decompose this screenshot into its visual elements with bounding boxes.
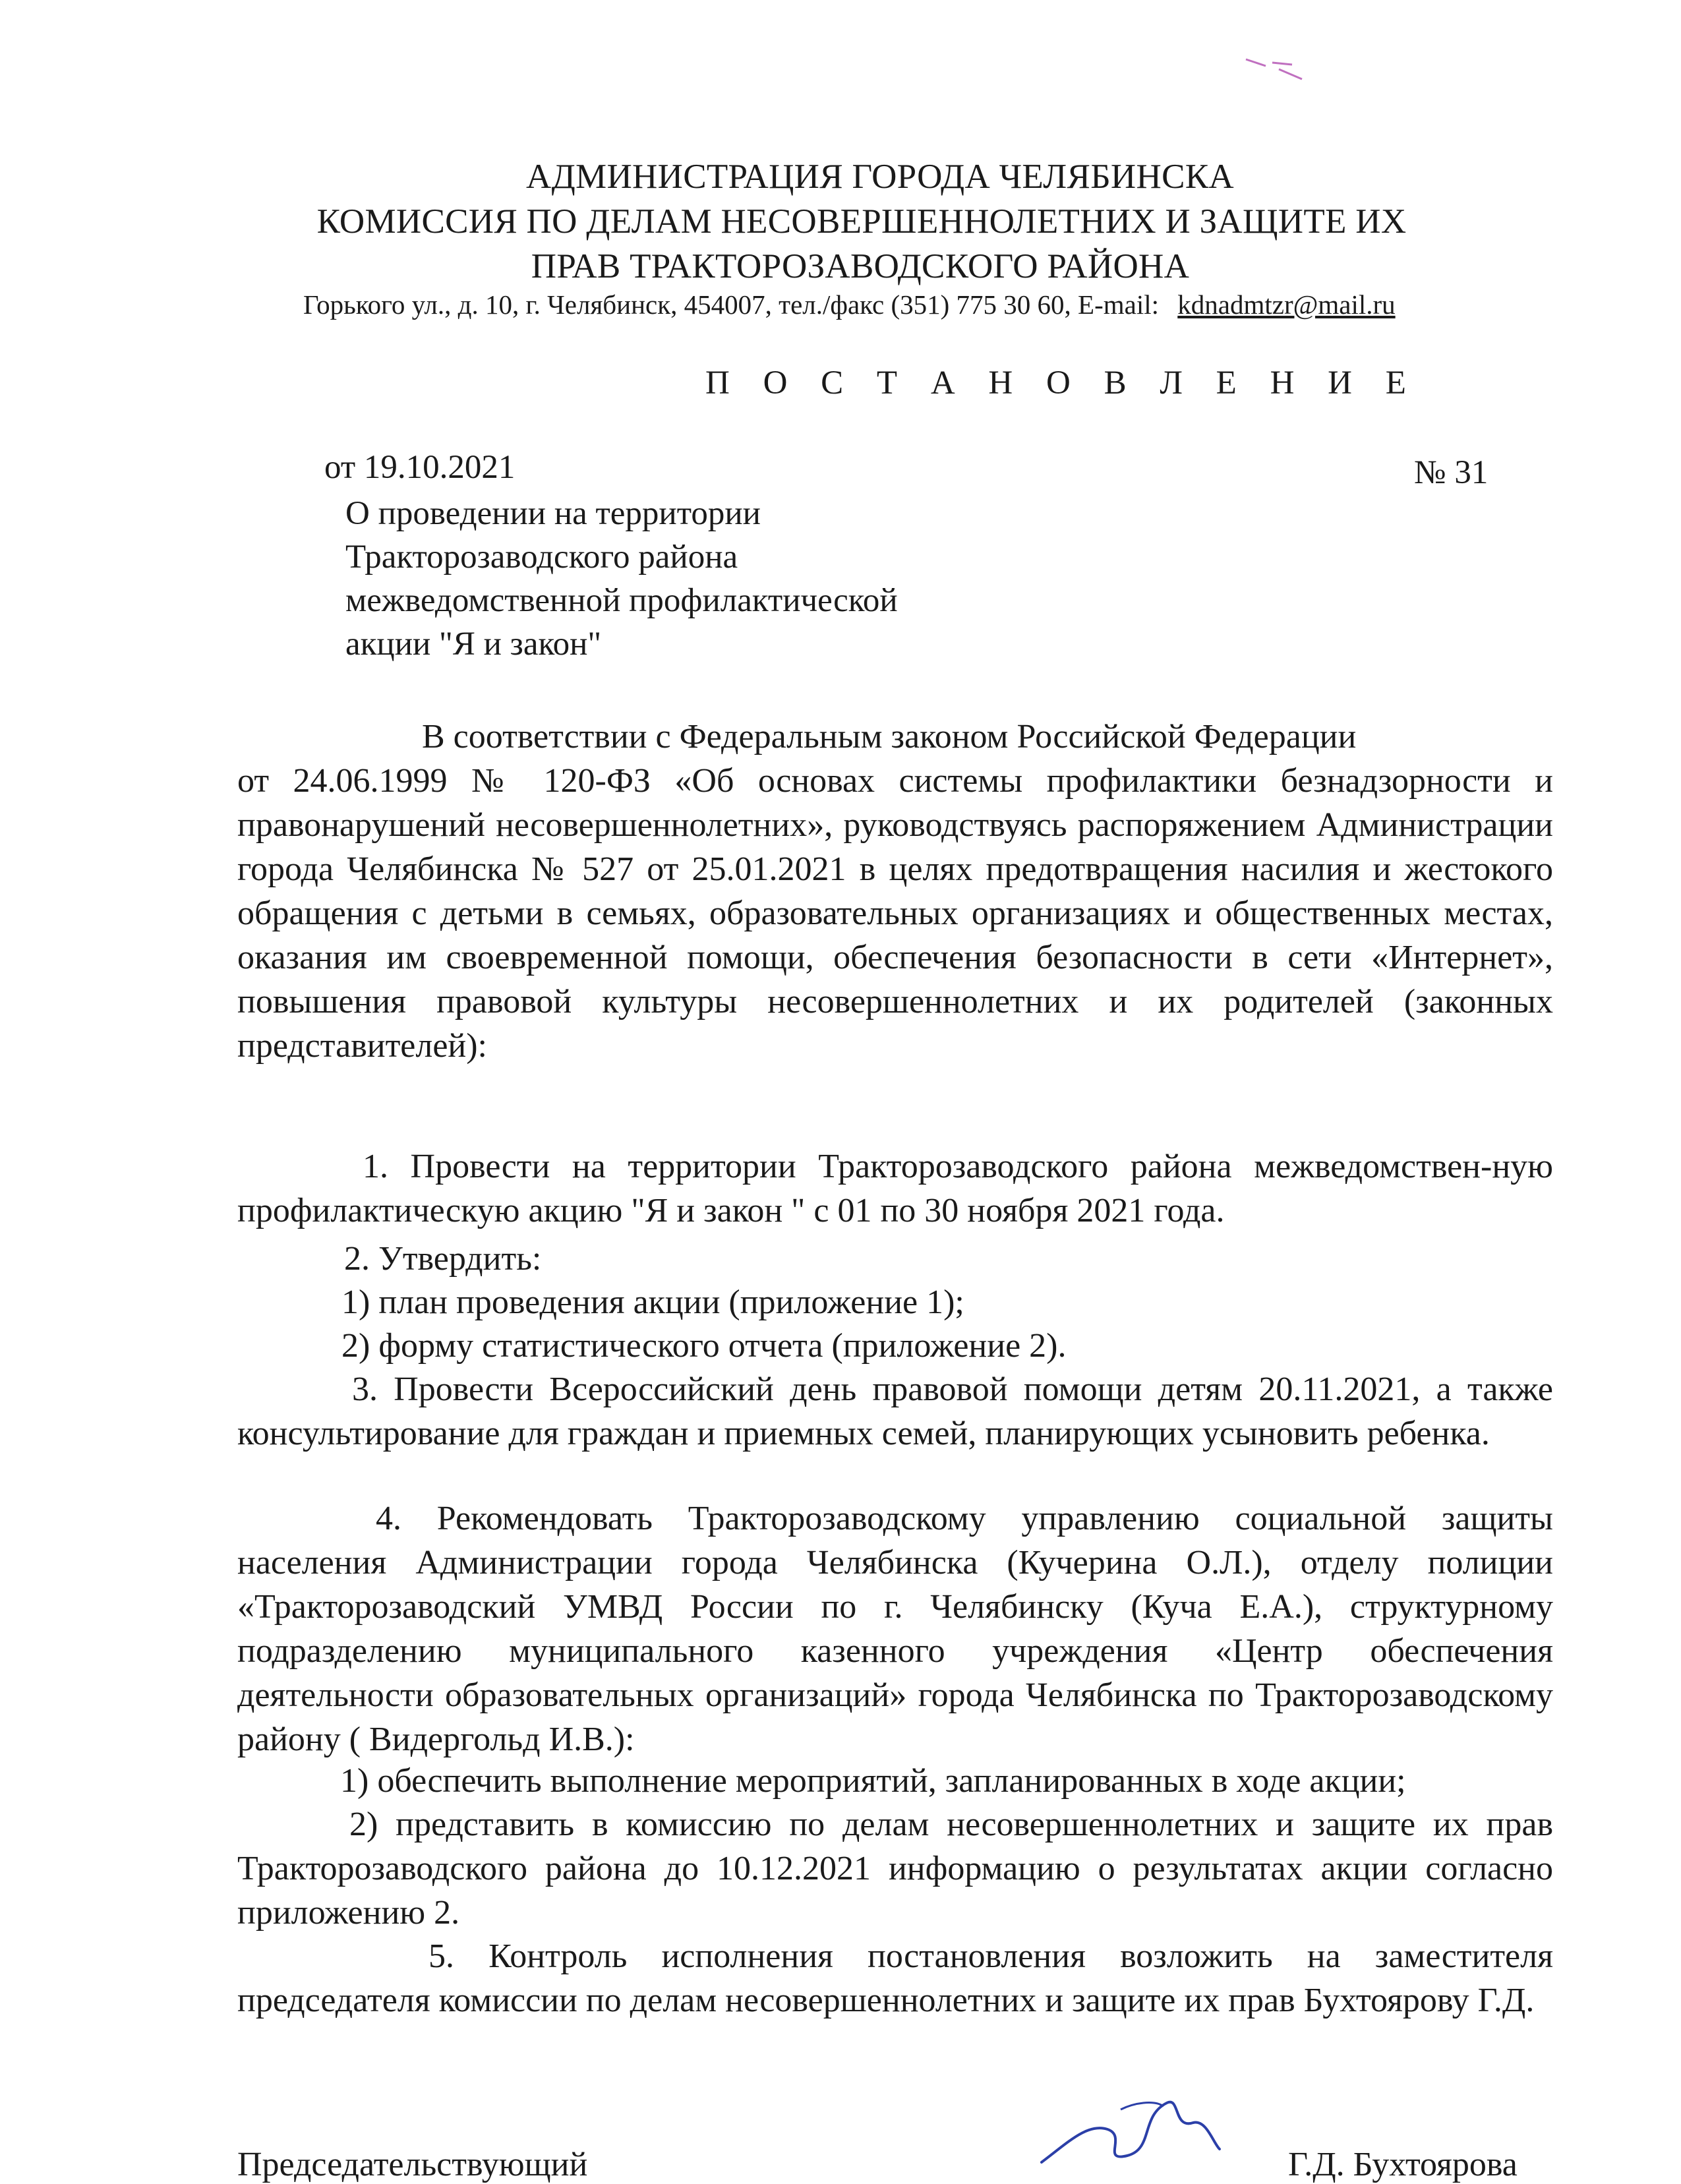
item-4-1: 1) обеспечить выполнение мероприятий, запланированных в ходе акции; [340,1762,1406,1800]
document-subject [345,492,1031,666]
item-4: 4. Рекомендовать Тракторозаводскому управлению социальной защиты населения Администрации города Челябинска (Кучерина О.Л.), отделу полиции «Тракторозаводский УМВД России по г. Челябинску (Куча Е.А.), структурному подразделению муниципального казенного учреждения «Центр обеспечения деятельности образовательных организаций» города Челябинска по Тракторозаводскому району ( Видергольд И.В.): [237,1500,1553,1758]
header-commission: КОМИССИЯ ПО ДЕЛАМ НЕСОВЕРШЕННОЛЕТНИХ И ЗАЩИТЕ ИХ [316,202,1407,241]
document-type: П О С Т А Н О В Л Е Н И Е [705,365,1419,401]
handwritten-signature [1028,2083,1226,2175]
item-2: 2. Утвердить: [344,1240,542,1278]
document-date: от 19.10.2021 [324,449,516,486]
item-3: 3. Провести Всероссийский день правовой помощи детям 20.11.2021, а также консультирование для граждан и приемных семей, планирующих усыновить ребенка. [237,1371,1553,1452]
item-2-2: 2) форму статистического отчета (приложение 2). [341,1327,1067,1365]
intro-rest: от 24.06.1999 № 120-ФЗ «Об основах системы профилактики безнадзорности и правонарушений несовершеннолетних», руководствуясь распоряжением Администрации города Челябинска № 527 от 25.01.2021 в целях предотвращения насилия и жестокого обращения с детьми в семьях, образовательных организациях и общественных местах, оказания им своевременной помощи, обеспечения безопасности в сети «Интернет», повышения правовой культуры несовершеннолетних и их родителей (законных представителей): [237,762,1553,1065]
ink-mark [1239,46,1312,86]
signatory-position: Председательствующий [237,2146,588,2183]
item-5: 5. Контроль исполнения постановления возложить на заместителя председателя комиссии по делам несовершеннолетних и защите их прав Бухтоярову Г.Д. [237,1937,1553,2019]
item-2-1: 1) план проведения акции (приложение 1); [341,1284,964,1321]
header-district: ПРАВ ТРАКТОРОЗАВОДСКОГО РАЙОНА [531,247,1190,285]
address-line [303,287,1543,322]
signatory-name: Г.Д. Бухтоярова [1288,2146,1518,2183]
intro-paragraph [237,715,1553,1068]
subject-line: акции "Я и закон" [345,626,602,663]
item-1: 1. Провести на территории Тракторозаводского района межведомствен-ную профилактическую акцию "Я и закон " с 01 по 30 ноября 2021 года. [237,1148,1553,1229]
address-text: Горького ул., д. 10, г. Челябинск, 454007, тел./факс (351) 775 30 60, E-mail: [303,289,1160,320]
email-link[interactable]: kdnadmtzr@mail.ru [1177,289,1396,320]
document-number: № 31 [1414,454,1489,491]
subject-line: Тракторозаводского района [345,539,738,576]
subject-line: О проведении на территории [345,495,761,532]
intro-first-line: В соответствии с Федеральным законом Российской Федерации [422,718,1357,755]
item-4-2: 2) представить в комиссию по делам несовершеннолетних и защите их прав Тракторозаводского района до 10.12.2021 информацию о результатах акции согласно приложению 2. [237,1806,1553,1932]
subject-line: межведомственной профилактической [345,582,898,619]
header-administration: АДМИНИСТРАЦИЯ ГОРОДА ЧЕЛЯБИНСКА [526,158,1234,196]
